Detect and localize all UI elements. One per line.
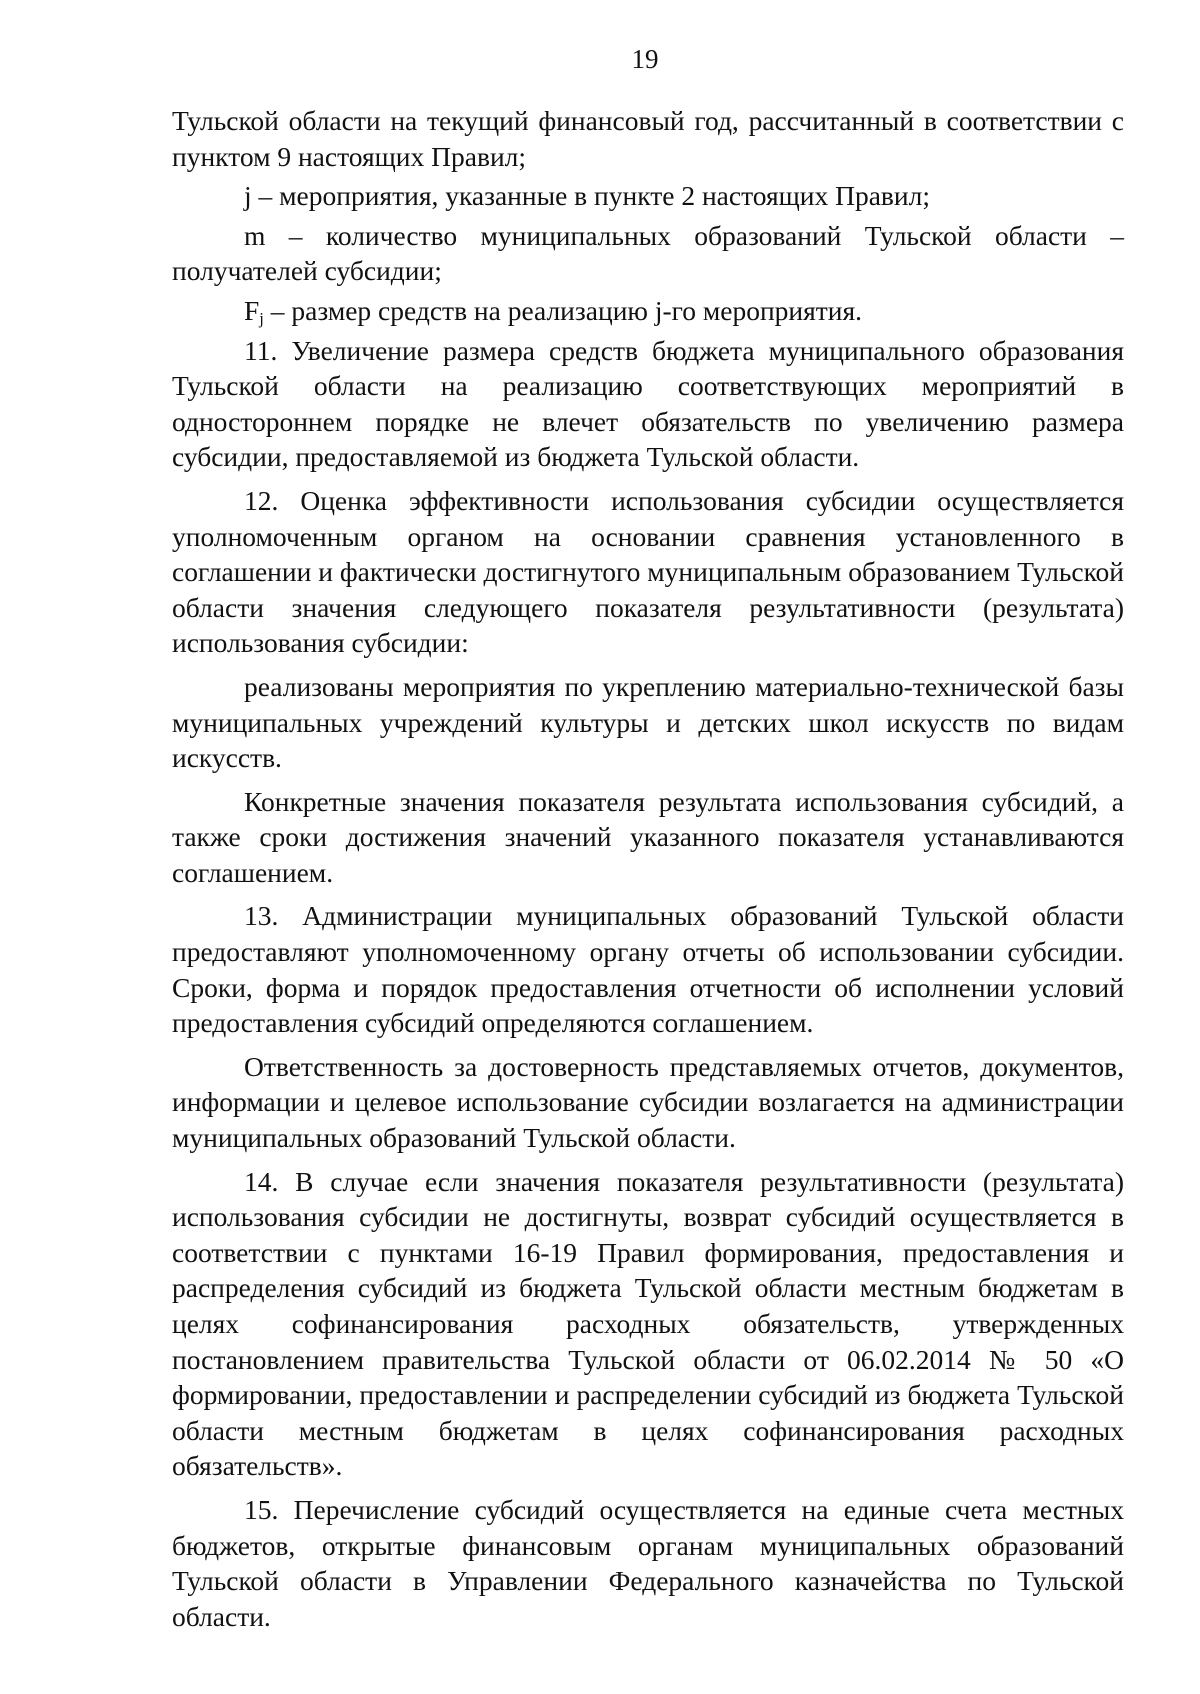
- document-body: [172, 103, 1124, 1634]
- fj-symbol: F: [244, 294, 260, 326]
- fj-text: – размер средств на реализацию j-го мероприятия.: [263, 294, 863, 326]
- paragraph-11: 11. Увеличение размера средств бюджета муниципального образования Тульской области на реализацию соответствующих мероприятий в одностороннем порядке не влечет обязательств по увеличению размера субсидии, предоставляемой из бюджета Тульской области.: [172, 334, 1124, 473]
- paragraph-m-definition: m – количество муниципальных образований Тульской области – получателей субсидии;: [172, 219, 1124, 287]
- paragraph-continuation: Тульской области на текущий финансовый год, рассчитанный в соответствии с пунктом 9 настоящих Правил;: [172, 105, 1124, 172]
- paragraph-12: 12. Оценка эффективности использования субсидии осуществляется уполномоченным органом на основании сравнения установленного в соглашении и фактически достигнутого муниципальным образованием Тульской области значения следующего показателя результативности (результата) использования субсидии:: [172, 484, 1124, 659]
- paragraph-14: 14. В случае если значения показателя результативности (результата) использования субсидии не достигнуты, возврат субсидий осуществляется в соответствии с пунктами 16-19 Правил формирования, предоставления и распределения субсидий из бюджета Тульской области местным бюджетам в целях софинансирования расходных обязательств, утвержденных постановлением правительства Тульской области от 06.02.2014 № 50 «О формировании, предоставлении и распределении субсидий из бюджета Тульской области местным бюджетам в целях софинансирования расходных обязательств».: [172, 1165, 1124, 1482]
- paragraph-indicator: реализованы мероприятия по укреплению материально-технической базы муниципальных учреждений культуры и детских школ искусств по видам искусств.: [172, 670, 1124, 774]
- paragraph-15: 15. Перечисление субсидий осуществляется на единые счета местных бюджетов, открытые финансовым органам муниципальных образований Тульской области в Управлении Федерального казначейства по Тульской области.: [172, 1493, 1124, 1632]
- page-number: 19: [631, 44, 659, 74]
- paragraph-fj-definition: [172, 293, 1124, 329]
- fj-subscript: j: [259, 308, 264, 328]
- paragraph-indicator-values: Конкретные значения показателя результата использования субсидий, а также сроки достижения значений указанного показателя устанавливаются соглашением.: [172, 785, 1124, 888]
- paragraph-j-definition: j – мероприятия, указанные в пункте 2 настоящих Правил;: [244, 180, 930, 212]
- paragraph-responsibility: Ответственность за достоверность представляемых отчетов, документов, информации и целевое использование субсидии возлагается на администрации муниципальных образований Тульской области.: [172, 1050, 1124, 1154]
- paragraph-13: 13. Администрации муниципальных образований Тульской области предоставляют уполномоченному органу отчеты об использовании субсидии. Сроки, форма и порядок предоставления отчетности об исполнении условий предоставления субсидий определяются соглашением.: [172, 900, 1124, 1039]
